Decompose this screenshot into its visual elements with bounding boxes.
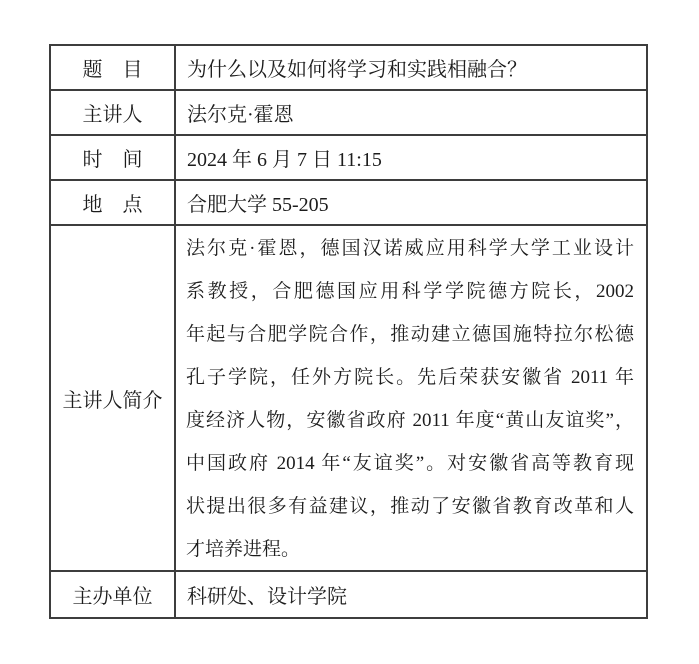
row-time-value: 2024 年 6 月 7 日 11:15	[176, 136, 646, 179]
row-location-value: 合肥大学 55-205	[176, 181, 646, 224]
row-time-label: 时 间	[51, 136, 174, 179]
row-bio-label: 主讲人简介	[51, 226, 174, 570]
row-organizer-value: 科研处、设计学院	[176, 572, 646, 617]
bio-line: 状提出很多有益建议，推动了安徽省教育改革和人	[186, 496, 634, 517]
row-speaker-value: 法尔克·霍恩	[176, 91, 646, 134]
row-bio-value	[176, 226, 646, 570]
row-speaker-label: 主讲人	[51, 91, 174, 134]
bio-line: 年起与合肥学院合作，推动建立德国施特拉尔松德	[186, 324, 634, 345]
bio-line: 才培养进程。	[186, 539, 301, 560]
bio-line: 法尔克·霍恩，德国汉诺威应用科学大学工业设计	[186, 238, 634, 259]
bio-line: 孔子学院，任外方院长。先后荣获安徽省 2011 年	[186, 367, 634, 388]
row-location-label: 地 点	[51, 181, 174, 224]
bio-line: 系教授，合肥德国应用科学学院德方院长，2002	[186, 281, 634, 302]
lecture-info-table	[49, 44, 648, 619]
bio-line: 度经济人物，安徽省政府 2011 年度“黄山友谊奖”，	[186, 410, 634, 431]
bio-line: 中国政府 2014 年“友谊奖”。对安徽省高等教育现	[186, 453, 634, 474]
row-title-value: 为什么以及如何将学习和实践相融合？	[176, 46, 646, 89]
row-title-label: 题 目	[51, 46, 174, 89]
row-organizer-label: 主办单位	[51, 572, 174, 617]
